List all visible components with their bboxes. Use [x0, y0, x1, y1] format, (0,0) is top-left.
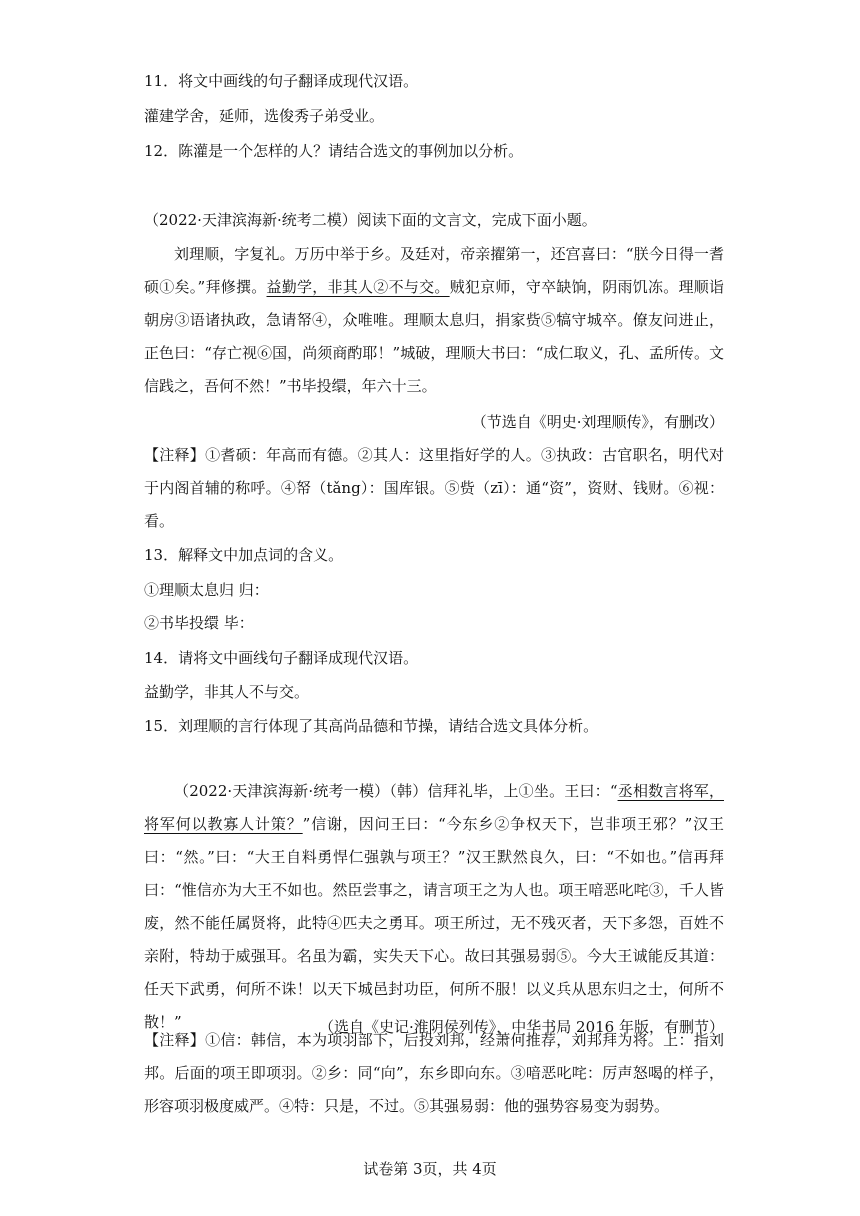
- question-12: 12．陈灌是一个怎样的人？请结合选文的事例加以分析。: [144, 142, 524, 160]
- question-14: 14．请将文中画线句子翻译成现代汉语。: [144, 649, 419, 667]
- question-15: 15．刘理顺的言行体现了其高尚品德和节操，请结合选文具体分析。: [144, 717, 599, 735]
- passage-2-intro: （2022·天津滨海新·统考二模）阅读下面的文言文，完成下面小题。: [144, 211, 597, 229]
- passage-3-text-b: ”信谢，因问王曰：“今东乡②争权天下，岂非项王邪？”汉王曰：“然。”曰：“大王自料勇悍仁强孰与项王？”汉王默然良久，曰：“不如也。”信再拜曰：“惟信亦为大王不如也。然臣尝事之，请言项王之为人也。项王喑恶叱咤③，千人皆废，然不能任属贤将，此特④匹夫之勇耳。项王所过，无不残灭者，天下多怨，百姓不亲附，特劫于威强耳。名虽为霸，实失天下心。故曰其强易弱⑤。今大王诚能反其道：任天下武勇，何所不诛！以天下城邑封功臣，何所不服！以义兵从思东归之士，何所不散！”: [144, 815, 724, 1031]
- question-13: 13．解释文中加点词的含义。: [144, 546, 344, 564]
- question-11-sentence: 灌建学舍，延师，选俊秀子弟受业。: [144, 107, 385, 125]
- passage-2-text-b: 贼犯京师，守卒缺饷，阴雨饥冻。理顺诣朝房③语诸执政，急请帑④，众唯唯。理顺太息归，捐家赀⑤犒守城卒。僚友问进止，正色曰：“存亡视⑥国，尚须商酌耶！”城破，理顺大书曰：“成仁取义，孔、孟所传。文信践之，吾何不然！”书毕投缳，年六十三。: [144, 278, 724, 395]
- passage-3-underlined-sentence: 丞相数言将军，将军何以教寡人计策？: [144, 782, 724, 833]
- question-11: 11．将文中画线的句子翻译成现代汉语。: [144, 72, 419, 90]
- question-13-item-1: ①理顺太息归 归：: [144, 581, 269, 599]
- question-14-sentence: 益勤学，非其人不与交。: [144, 683, 310, 701]
- passage-2-underlined-sentence: 益勤学，非其人②不与交。: [266, 278, 450, 296]
- page-footer: 试卷第 3页，共 4页: [363, 1160, 497, 1178]
- passage-2-notes: 【注释】①耆硕：年高而有德。②其人：这里指好学的人。③执政：古官职名，明代对于内阁首辅的称呼。④帑（tǎng）：国库银。⑤赀（zī）：通“资”，资财、钱财。⑥视：看。: [144, 446, 724, 530]
- passage-3-notes: 【注释】①信：韩信，本为项羽部下，后投刘邦，经萧何推荐，刘邦拜为将。上：指刘邦。后面的项王即项羽。②乡：同“向”，东乡即向东。③喑恶叱咤：厉声怒喝的样子，形容项羽极度威严。④特：只是，不过。⑤其强易弱：他的强势容易变为弱势。: [144, 1031, 724, 1115]
- passage-3-source: （选自《史记·淮阴侯列传》，中华书局 2016 年版，有删节）: [319, 1018, 724, 1036]
- passage-2-source: （节选自《明史·刘理顺传》，有删改）: [471, 413, 724, 431]
- passage-3-text-a: （2022·天津滨海新·统考一模）（韩）信拜礼毕，上①坐。王曰：“: [174, 782, 618, 800]
- passage-2-text-a: 刘理顺，字复礼。万历中举于乡。及廷对，帝亲擢第一，还宫喜曰：“朕今日得一耆硕①矣。”拜修撰。: [144, 245, 724, 296]
- passage-2-text: [144, 238, 724, 398]
- question-13-item-2: ②书毕投缳 毕：: [144, 614, 254, 632]
